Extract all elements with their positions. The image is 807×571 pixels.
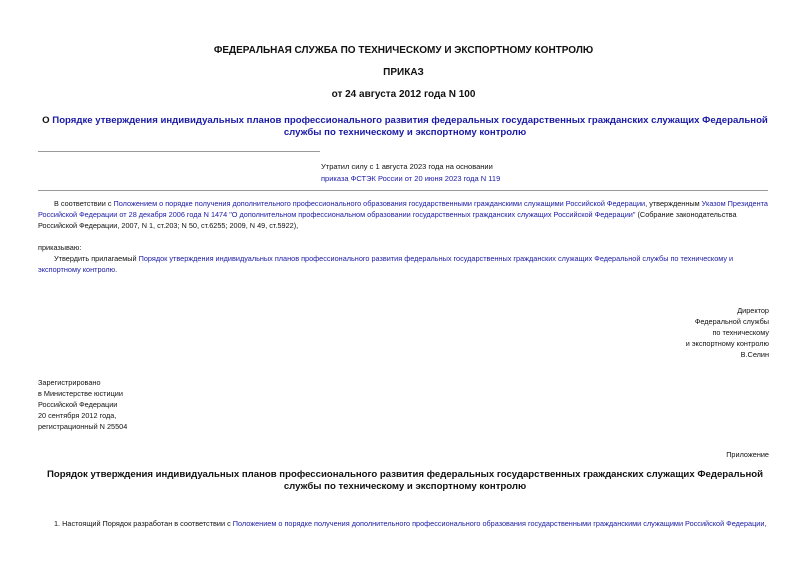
- status-note-link[interactable]: приказа ФСТЭК России от 20 июня 2023 года N 119: [321, 174, 501, 183]
- registration-line: Российской Федерации: [38, 400, 118, 409]
- doc-type: ПРИКАЗ: [383, 67, 424, 78]
- appendix-title: Порядок утверждения индивидуальных планов профессионального развития федеральных государственных гражданских служащих Федеральной службы по техническому и экспортному контролю: [46, 469, 764, 492]
- divider-long: [38, 190, 768, 191]
- signature-line: Федеральной службы: [694, 317, 769, 326]
- signature-block: [686, 305, 769, 360]
- body-paragraph-2: [38, 253, 768, 275]
- doc-title-prefix: О: [42, 115, 53, 126]
- procedure-link[interactable]: Порядок утверждения индивидуальных планов профессионального развития федеральных государственных гражданских служащих Федеральной службы по техническому и экспортному контролю: [38, 254, 734, 274]
- status-note-text: Утратил силу с 1 августа 2023 года на основании: [321, 162, 493, 171]
- doc-title: [40, 115, 770, 139]
- regulation-link[interactable]: Положением о порядке получения дополнительного профессионального образования государственными гражданскими служащими Российской Федерации: [113, 199, 646, 208]
- body-p2-text-a: Утвердить прилагаемый: [54, 254, 139, 263]
- divider-short: [38, 151, 320, 152]
- signature-line: по техническому: [712, 328, 769, 337]
- registration-line: 20 сентября 2012 года,: [38, 411, 117, 420]
- appendix-p1-text: 1. Настоящий Порядок разработан в соответствии с: [54, 519, 233, 528]
- signature-name: В.Селин: [740, 350, 769, 359]
- registration-block: [38, 377, 127, 432]
- registration-line: Зарегистрировано: [38, 378, 101, 387]
- appendix-label: Приложение: [726, 450, 769, 459]
- appendix-paragraph-1: [38, 518, 768, 529]
- order-word: приказываю:: [38, 243, 82, 252]
- agency-title: ФЕДЕРАЛЬНАЯ СЛУЖБА ПО ТЕХНИЧЕСКОМУ И ЭКСПОРТНОМУ КОНТРОЛЮ: [213, 45, 594, 56]
- body-p1-text-a: В соответствии с: [54, 199, 114, 208]
- signature-line: Директор: [737, 306, 769, 315]
- decree-link[interactable]: Указом Президента Российской Федерации от 28 декабря 2006 года N 1474 "О дополнительном профессиональном образовании государственных гражданских служащих Российской Федерации": [38, 199, 768, 219]
- status-note: [321, 161, 500, 185]
- appendix-regulation-link[interactable]: Положением о порядке получения дополнительного профессионального образования государственными гражданскими служащими Российской Федерации,: [232, 519, 767, 528]
- body-p2-text-b: .: [115, 265, 118, 274]
- body-p1-text-c: (Собрание законодательства Российской Федерации, 2007, N 1, ст.203; N 50, ст.6255; 2009, N 49, ст.5922),: [38, 210, 737, 230]
- body-p1-text-b: , утвержденным: [645, 199, 702, 208]
- registration-line: в Министерстве юстиции: [38, 389, 123, 398]
- body-paragraph-1: [38, 198, 768, 231]
- signature-line: и экспортному контролю: [685, 339, 769, 348]
- registration-line: регистрационный N 25504: [38, 422, 128, 431]
- doc-title-link[interactable]: Порядке утверждения индивидуальных планов профессионального развития федеральных государственных гражданских служащих Федеральной службы по техническому и экспортному контролю: [52, 115, 768, 138]
- doc-date-number: от 24 августа 2012 года N 100: [331, 89, 476, 100]
